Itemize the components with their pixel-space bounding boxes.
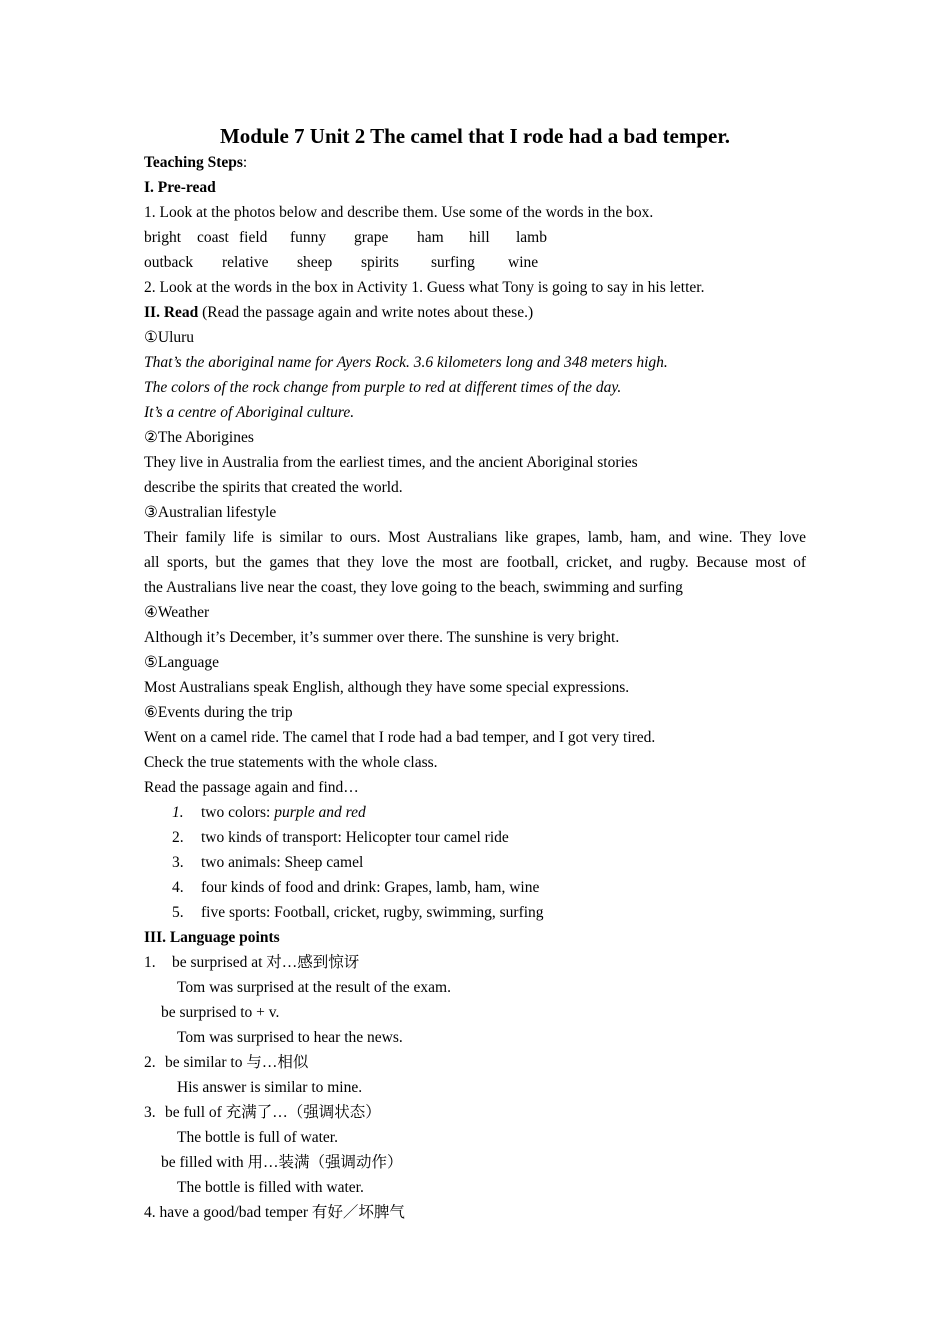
language-point: 1. be surprised at 对…感到惊讶 xyxy=(144,954,360,971)
weather-label: ④Weather xyxy=(144,604,210,621)
document-page xyxy=(144,122,806,1225)
word: surfing xyxy=(431,254,475,271)
word-box-row-2 xyxy=(144,250,806,275)
language-note: Most Australians speak English, although they have some special expressions. xyxy=(144,679,630,696)
aborigines-note: describe the spirits that created the world. xyxy=(144,479,403,496)
find-instruction: Read the passage again and find… xyxy=(144,779,359,796)
teaching-steps-heading: Teaching Steps: xyxy=(144,154,248,171)
word: hill xyxy=(469,229,490,246)
language-point: be surprised to + v. xyxy=(161,1004,280,1021)
uluru-note: That’s the aboriginal name for Ayers Rock. 3.6 kilometers long and 348 meters high. xyxy=(144,354,668,371)
aborigines-note: They live in Australia from the earliest times, and the ancient Aboriginal stories xyxy=(144,454,638,471)
word: lamb xyxy=(516,229,547,246)
language-points-heading: III. Language points xyxy=(144,929,280,946)
word: spirits xyxy=(361,254,399,271)
word: outback xyxy=(144,254,194,271)
find-item: 3. two animals: Sheep camel xyxy=(172,854,364,871)
lifestyle-label: ③Australian lifestyle xyxy=(144,504,277,521)
page-title: Module 7 Unit 2 The camel that I rode had a bad temper. xyxy=(219,124,731,148)
example-sentence: The bottle is full of water. xyxy=(177,1129,338,1146)
lifestyle-note: the Australians live near the coast, they love going to the beach, swimming and surfing xyxy=(144,579,683,596)
language-point: 2. be similar to 与…相似 xyxy=(144,1054,309,1071)
check-instruction: Check the true statements with the whole class. xyxy=(144,754,438,771)
word: wine xyxy=(508,254,539,271)
find-item: 1. two colors: purple and red xyxy=(172,804,366,821)
language-point: 4. have a good/bad temper 有好／坏脾气 xyxy=(144,1204,405,1221)
example-sentence: The bottle is filled with water. xyxy=(177,1179,364,1196)
word: sheep xyxy=(297,254,333,271)
lifestyle-note: Their family life is similar to ours. Most Australians like grapes, lamb, ham, and wine. They love xyxy=(144,529,806,546)
find-item: 2. two kinds of transport: Helicopter tour camel ride xyxy=(172,829,509,846)
word: ham xyxy=(417,229,444,246)
pre-read-heading: I. Pre-read xyxy=(144,179,216,196)
find-item: 4. four kinds of food and drink: Grapes, lamb, ham, wine xyxy=(172,879,540,896)
read-heading: II. Read (Read the passage again and write notes about these.) xyxy=(144,304,534,321)
uluru-label: ①Uluru xyxy=(144,329,195,346)
events-label: ⑥Events during the trip xyxy=(144,704,293,721)
word: relative xyxy=(222,254,269,271)
example-sentence: His answer is similar to mine. xyxy=(177,1079,363,1096)
word: coast xyxy=(197,229,229,246)
aborigines-label: ②The Aborigines xyxy=(144,429,254,446)
example-sentence: Tom was surprised at the result of the exam. xyxy=(177,979,451,996)
events-note: Went on a camel ride. The camel that I rode had a bad temper, and I got very tired. xyxy=(144,729,656,746)
pre-read-question-1: 1. Look at the photos below and describe them. Use some of the words in the box. xyxy=(144,204,654,221)
word: bright xyxy=(144,229,182,246)
word: field xyxy=(239,229,268,246)
uluru-note: It’s a centre of Aboriginal culture. xyxy=(144,404,355,421)
word-box-row-1 xyxy=(144,225,806,250)
lifestyle-note: all sports, but the games that they love the most are football, cricket, and rugby. Because most of xyxy=(144,554,806,571)
weather-note: Although it’s December, it’s summer over there. The sunshine is very bright. xyxy=(144,629,620,646)
language-label: ⑤Language xyxy=(144,654,220,671)
pre-read-question-2: 2. Look at the words in the box in Activity 1. Guess what Tony is going to say in his letter. xyxy=(144,279,705,296)
language-point: 3. be full of 充满了…（强调状态） xyxy=(144,1104,381,1121)
word: funny xyxy=(290,229,327,246)
language-point: be filled with 用…装满（强调动作） xyxy=(161,1154,403,1171)
find-item: 5. five sports: Football, cricket, rugby, swimming, surfing xyxy=(172,904,544,921)
example-sentence: Tom was surprised to hear the news. xyxy=(177,1029,403,1046)
word: grape xyxy=(354,229,389,246)
uluru-note: The colors of the rock change from purple to red at different times of the day. xyxy=(144,379,622,396)
